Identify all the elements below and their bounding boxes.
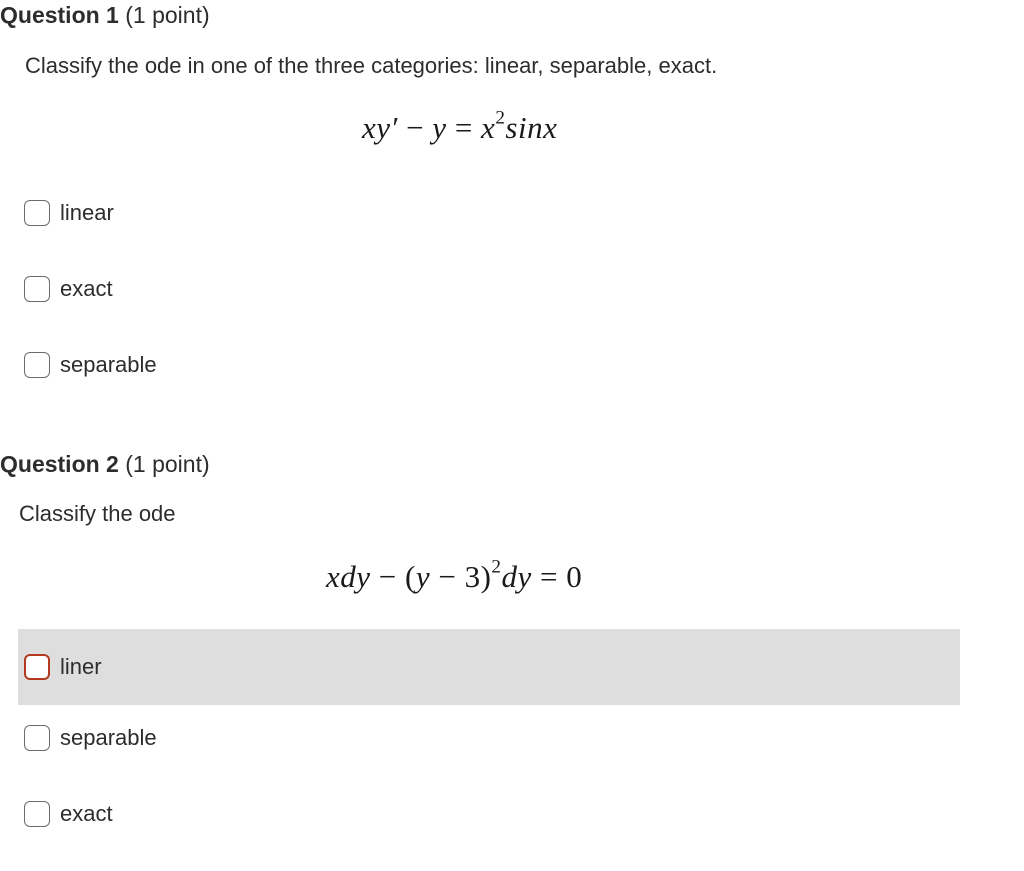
q2-option-exact[interactable] (18, 776, 960, 852)
equation-term: 3 (464, 559, 481, 594)
equation-term: xy′ (362, 110, 398, 145)
equation-term: y (415, 559, 431, 594)
question-2-prompt: Classify the ode (19, 501, 176, 526)
equation-paren: ) (480, 559, 492, 594)
equation-term: sinx (505, 110, 558, 145)
option-label: linear (60, 200, 114, 225)
option-label: exact (60, 276, 113, 301)
equation-exponent: 2 (495, 107, 506, 129)
q1-option-exact[interactable] (18, 251, 960, 327)
question-1-title (0, 2, 210, 29)
equation-exponent: 2 (491, 556, 502, 578)
checkbox[interactable] (24, 801, 50, 827)
equation-term: dy (501, 559, 532, 594)
q2-option-liner[interactable] (18, 629, 960, 705)
question-2-title (0, 451, 210, 478)
checkbox[interactable] (24, 352, 50, 378)
option-label: separable (60, 352, 157, 377)
question-2-heading: Question 2 (0, 451, 119, 477)
equation-paren: ( (405, 559, 416, 594)
checkbox[interactable] (24, 725, 50, 751)
q1-option-linear[interactable] (18, 175, 960, 251)
question-1-heading: Question 1 (0, 2, 119, 28)
equation-operator: = (446, 110, 482, 145)
option-label: liner (60, 654, 102, 679)
equation-term: xdy (326, 559, 371, 594)
option-label: exact (60, 801, 113, 826)
equation-term: x (481, 110, 496, 145)
q1-option-separable[interactable] (18, 327, 960, 403)
question-2-equation (326, 556, 583, 595)
question-1-prompt: Classify the ode in one of the three categories: linear, separable, exact. (25, 53, 718, 78)
q2-option-separable[interactable] (18, 700, 960, 776)
checkbox[interactable] (24, 276, 50, 302)
question-1-points: (1 point) (125, 2, 210, 28)
question-2-points: (1 point) (125, 451, 210, 477)
equation-operator: − (397, 110, 433, 145)
checkbox[interactable] (24, 654, 50, 680)
equation-term: y (432, 110, 447, 145)
option-label: separable (60, 725, 157, 750)
equation-operator: = (531, 559, 567, 594)
checkbox[interactable] (24, 200, 50, 226)
equation-operator: − (370, 559, 406, 594)
question-1-equation (362, 107, 558, 146)
equation-operator: − (430, 559, 465, 594)
equation-term: 0 (566, 559, 583, 594)
